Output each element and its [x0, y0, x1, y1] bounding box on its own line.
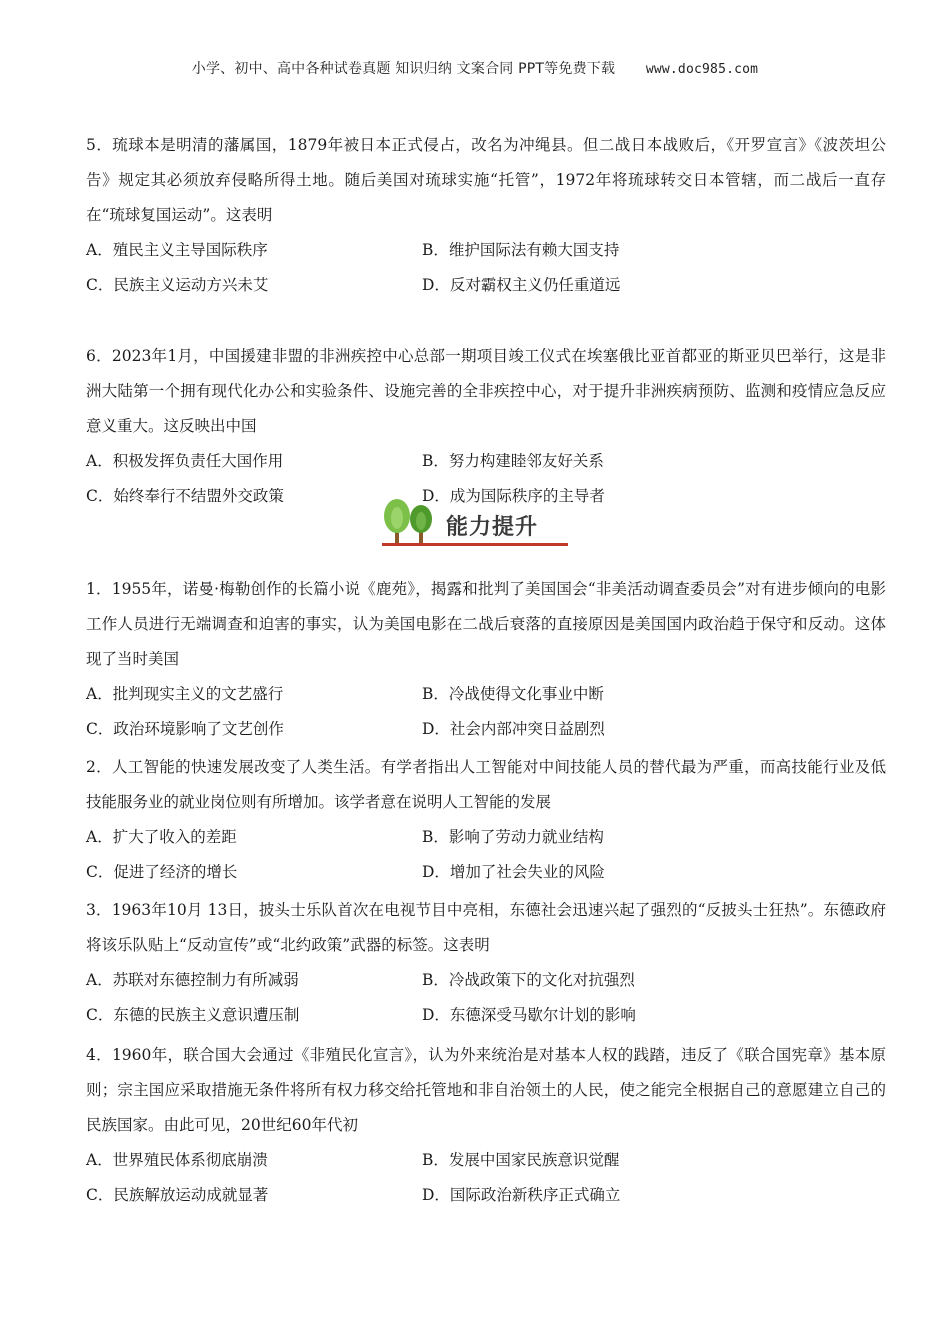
option-b: B．发展中国家民族意识觉醒	[422, 1151, 620, 1169]
option-b: B．冷战使得文化事业中断	[422, 685, 604, 703]
option-a: A．苏联对东德控制力有所减弱	[86, 971, 299, 989]
option-c: C．民族解放运动成就显著	[86, 1186, 269, 1204]
option-d: D．社会内部冲突日益剧烈	[422, 720, 605, 738]
question-2	[86, 750, 886, 890]
option-c: C．政治环境影响了文艺创作	[86, 720, 284, 738]
option-a: A．殖民主义主导国际秩序	[86, 241, 268, 259]
question-stem: 1．1955年，诺曼·梅勒创作的长篇小说《鹿苑》，揭露和批判了美国国会“非美活动调查委员会”对有进步倾向的电影工作人员进行无端调查和迫害的事实，认为美国电影在二战后衰落的直接原因是美国国内政治趋于保守和反动。这体现了当时美国	[86, 580, 886, 668]
page-header	[0, 58, 950, 78]
header-text: 小学、初中、高中各种试卷真题 知识归纳 文案合同 PPT等免费下载	[191, 61, 616, 77]
section-title: 能力提升	[446, 515, 539, 540]
option-a: A．扩大了收入的差距	[86, 828, 237, 846]
options-row	[86, 855, 886, 890]
options-row	[86, 1143, 886, 1178]
options-row	[86, 820, 886, 855]
option-d: D．增加了社会失业的风险	[422, 863, 605, 881]
banner-underline	[382, 543, 568, 546]
option-c: C．促进了经济的增长	[86, 863, 238, 881]
option-a: A．积极发挥负责任大国作用	[86, 452, 284, 470]
options-row	[86, 233, 886, 268]
question-stem: 4．1960年，联合国大会通过《非殖民化宣言》，认为外来统治是对基本人权的践踏，违反了《联合国宪章》基本原则；宗主国应采取措施无条件将所有权力移交给托管地和非自治领土的人民，使之能完全根据自己的意愿建立自己的民族国家。由此可见，20世纪60年代初	[86, 1046, 886, 1134]
option-a: A．世界殖民体系彻底崩溃	[86, 1151, 268, 1169]
option-d: D．东德深受马歇尔计划的影响	[422, 1006, 636, 1024]
option-b: B．影响了劳动力就业结构	[422, 828, 604, 846]
options-row	[86, 444, 886, 479]
question-1	[86, 572, 886, 747]
header-url[interactable]: www.doc985.com	[645, 62, 759, 77]
option-b: B．冷战政策下的文化对抗强烈	[422, 971, 635, 989]
option-d: D．反对霸权主义仍任重道远	[422, 276, 621, 294]
options-row	[86, 998, 886, 1033]
option-a: A．批判现实主义的文艺盛行	[86, 685, 284, 703]
option-c: C．民族主义运动方兴未艾	[86, 276, 269, 294]
option-d: D．国际政治新秩序正式确立	[422, 1186, 621, 1204]
question-6	[86, 339, 886, 514]
options-row	[86, 712, 886, 747]
section-banner	[378, 496, 570, 550]
option-c: C．始终奉行不结盟外交政策	[86, 487, 284, 505]
question-5	[86, 128, 886, 303]
option-b: B．维护国际法有赖大国支持	[422, 241, 620, 259]
question-stem: 5．琉球本是明清的藩属国，1879年被日本正式侵占，改名为冲绳县。但二战日本战败后，《开罗宣言》《波茨坦公告》规定其必须放弃侵略所得土地。随后美国对琉球实施“托管”，1972年将琉球转交日本管辖，而二战后一直存在“琉球复国运动”。这表明	[86, 136, 886, 224]
option-d: D．成为国际秩序的主导者	[422, 487, 605, 505]
options-row	[86, 1178, 886, 1213]
question-stem: 3．1963年10月 13日，披头士乐队首次在电视节目中亮相，东德社会迅速兴起了强烈的“反披头士狂热”。东德政府将该乐队贴上“反动宣传”或“北约政策”武器的标签。这表明	[86, 901, 886, 954]
question-stem: 2．人工智能的快速发展改变了人类生活。有学者指出人工智能对中间技能人员的替代最为严重，而高技能行业及低技能服务业的就业岗位则有所增加。该学者意在说明人工智能的发展	[86, 758, 886, 811]
options-row	[86, 677, 886, 712]
question-4	[86, 1038, 886, 1213]
options-row	[86, 963, 886, 998]
question-3	[86, 893, 886, 1033]
question-stem: 6．2023年1月，中国援建非盟的非洲疾控中心总部一期项目竣工仪式在埃塞俄比亚首都亚的斯亚贝巴举行，这是非洲大陆第一个拥有现代化办公和实验条件、设施完善的全非疾控中心，对于提升非洲疾病预防、监测和疫情应急反应意义重大。这反映出中国	[86, 347, 886, 435]
option-c: C．东德的民族主义意识遭压制	[86, 1006, 300, 1024]
options-row	[86, 268, 886, 303]
option-b: B．努力构建睦邻友好关系	[422, 452, 604, 470]
